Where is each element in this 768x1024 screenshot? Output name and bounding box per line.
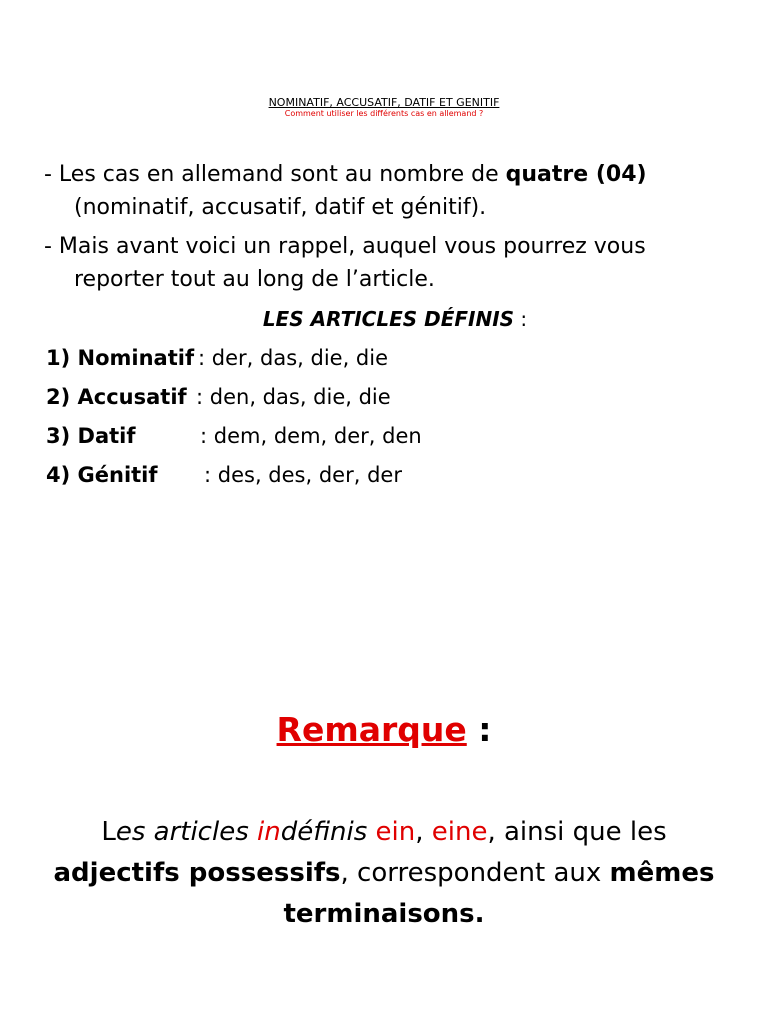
- articles-heading-suffix: :: [514, 307, 528, 331]
- document-title: NOMINATIF, ACCUSATIF, DATIF ET GENITIF: [268, 96, 500, 109]
- note-article-eine: eine: [431, 817, 488, 847]
- bullet-bold-text: quatre (04): [505, 162, 647, 187]
- note-segment: , correspondent aux: [340, 858, 610, 888]
- case-row-nominatif: [46, 343, 388, 373]
- articles-heading-label: LES ARTICLES DÉFINIS: [262, 307, 515, 331]
- case-articles: den, das, die, die: [209, 385, 391, 409]
- remark-heading: [0, 706, 768, 754]
- intro-bullet-reminder: [44, 230, 744, 296]
- case-articles: des, des, der, der: [217, 463, 402, 487]
- case-separator: :: [198, 346, 212, 370]
- note-segment: , ainsi que les: [487, 817, 667, 847]
- bullet-text: - Mais avant voici un rappel, auquel vous pourrez vous: [44, 234, 646, 259]
- document-subtitle: Comment utiliser les différents cas en allemand ?: [284, 109, 484, 118]
- note-segment: ,: [415, 817, 432, 847]
- note-segment-italic: es articles: [115, 817, 257, 847]
- bullet-continuation: reporter tout au long de l’article.: [74, 267, 435, 292]
- case-articles: dem, dem, der, den: [213, 424, 422, 448]
- case-label: 2) Accusatif: [46, 385, 187, 409]
- remark-note: [30, 812, 738, 935]
- case-label: 3) Datif: [46, 424, 136, 448]
- note-article-ein: ein: [375, 817, 416, 847]
- bullet-text: - Les cas en allemand sont au nombre de: [44, 162, 506, 187]
- case-label: 1) Nominatif: [46, 346, 195, 370]
- note-possessive-adjectives: adjectifs possessifs: [53, 858, 341, 888]
- case-row-accusatif: [46, 382, 391, 412]
- case-articles: der, das, die, die: [211, 346, 389, 370]
- case-row-datif: [46, 421, 422, 451]
- note-segment-highlight: in: [257, 817, 281, 847]
- case-row-genitif: [46, 460, 402, 490]
- case-separator: :: [204, 463, 218, 487]
- case-label: 4) Génitif: [46, 463, 158, 487]
- document-header: [0, 96, 768, 119]
- note-segment: L: [101, 817, 116, 847]
- intro-bullet-cases-count: [44, 158, 744, 224]
- note-same-word: mêmes: [609, 858, 715, 888]
- note-segment-italic: définis: [280, 817, 376, 847]
- case-separator: :: [196, 385, 210, 409]
- remark-suffix: :: [466, 710, 492, 749]
- definite-articles-heading: [0, 304, 768, 334]
- bullet-continuation: (nominatif, accusatif, datif et génitif).: [74, 195, 487, 220]
- note-endings-word: terminaisons.: [283, 899, 485, 929]
- remark-word: Remarque: [276, 710, 467, 749]
- case-separator: :: [200, 424, 214, 448]
